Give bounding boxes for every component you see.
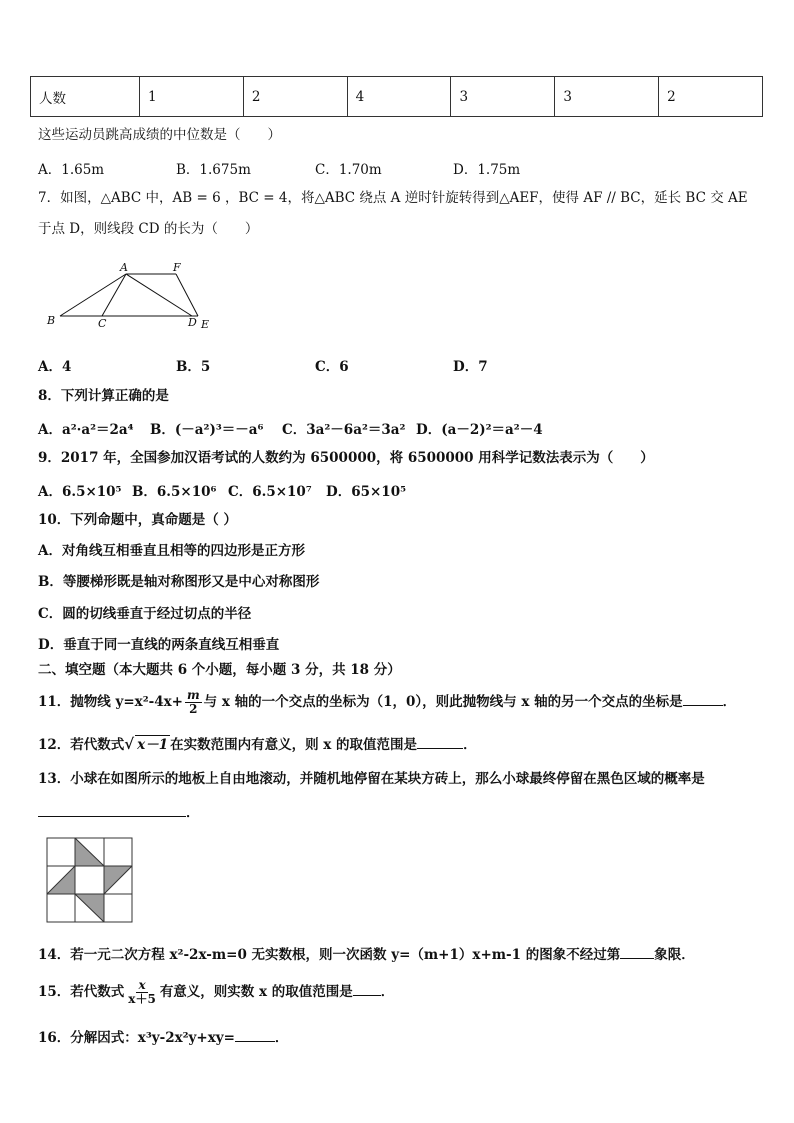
table-cell: 2 <box>243 77 347 117</box>
label-c: C <box>98 317 107 330</box>
option-c: C．6 <box>315 359 349 375</box>
label-a: A <box>120 261 128 274</box>
label-e: E <box>201 318 210 331</box>
table-row <box>31 77 763 117</box>
option-c: C．1.70m <box>315 162 382 178</box>
option-d: D．65×10⁵ <box>326 484 407 500</box>
option-d: D．7 <box>453 359 488 375</box>
option-c: C．3a²－6a²＝3a² <box>282 422 406 438</box>
option-a: A．a²·a²＝2a⁴ <box>38 422 134 438</box>
table-row-label: 人数 <box>31 77 140 117</box>
question-11: 11．抛物线 y=x²-4x+ $\frac{m}{2}$ 与 x 轴的一个交点的坐标为（1，0），则此抛物线与 x 轴的另一个交点的坐标是 ． <box>38 688 737 716</box>
table-cell: 3 <box>451 77 555 117</box>
answer-blank <box>235 1027 275 1042</box>
answer-blank <box>38 802 186 817</box>
question-9-stem: 9．2017 年，全国参加汉语考试的人数约为 6500000，将 6500000 用科学记数法表示为（ ） <box>38 450 654 466</box>
radicand: x－1 <box>137 737 169 753</box>
question-13-line2: ． <box>38 802 200 822</box>
section-heading: 二、填空题（本大题共 6 个小题，每小题 3 分，共 18 分） <box>38 662 401 678</box>
answer-blank <box>353 981 381 996</box>
table-cell: 4 <box>347 77 451 117</box>
fraction-m-over-2: $\frac{m}{2}$ <box>186 688 200 716</box>
question-15: 15．若代数式 $\frac{x}{x+5}$ 有意义，则实数 x 的取值范围是 ． <box>38 978 395 1006</box>
table-cell: 1 <box>140 77 244 117</box>
question-11-pre: 11．抛物线 y=x²-4x+ <box>38 694 183 710</box>
question-10-option-a: A．对角线互相垂直且相等的四边形是正方形 <box>38 543 305 559</box>
label-d: D <box>188 316 197 329</box>
table-cell: 2 <box>659 77 763 117</box>
triangle-rotation-figure <box>40 258 220 338</box>
option-b: B．(－a²)³＝－a⁶ <box>150 422 264 438</box>
question-7-line2: 于点 D，则线段 CD 的长为（ ） <box>38 221 259 237</box>
label-f: F <box>173 261 181 274</box>
question-12: 12．若代数式√ x－1 在实数范围内有意义，则 x 的取值范围是 ． <box>38 735 477 753</box>
question-8-stem: 8．下列计算正确的是 <box>38 388 169 404</box>
option-a: A．1.65m <box>38 162 105 178</box>
table-cell: 3 <box>555 77 659 117</box>
question-10-option-c: C．圆的切线垂直于经过切点的半径 <box>38 606 252 622</box>
tile-floor-figure <box>46 837 134 923</box>
option-d: D．1.75m <box>453 162 521 178</box>
question-13-line1: 13．小球在如图所示的地板上自由地滚动，并随机地停留在某块方砖上，那么小球最终停留在黑色区域的概率是 <box>38 771 705 787</box>
question-7-line1: 7．如图，△ABC 中，AB = 6 ，BC = 4，将△ABC 绕点 A 逆时针旋转得到△AEF，使得 AF // BC，延长 BC 交 AE <box>38 190 748 206</box>
label-b: B <box>47 314 56 327</box>
question-10-stem: 10．下列命题中，真命题是（ ） <box>38 512 237 528</box>
option-a: A．6.5×10⁵ <box>38 484 122 500</box>
fraction-x-over-x-plus-5: $\frac{x}{x+5}$ <box>128 978 156 1006</box>
option-c: C．6.5×10⁷ <box>228 484 312 500</box>
option-a: A．4 <box>38 359 72 375</box>
question-10-option-d: D．垂直于同一直线的两条直线互相垂直 <box>38 637 280 653</box>
question-11-post: 与 x 轴的一个交点的坐标为（1，0），则此抛物线与 x 轴的另一个交点的坐标是 <box>203 694 683 710</box>
answer-blank <box>620 944 654 959</box>
question-6-stem: 这些运动员跳高成绩的中位数是（ ） <box>38 127 281 143</box>
option-b: B．5 <box>176 359 211 375</box>
question-14: 14．若一元二次方程 x²-2x-m=0 无实数根，则一次函数 y=（m+1）x+m-1 的图象不经过第 象限． <box>38 944 695 964</box>
question-16: 16．分解因式：x³y-2x²y+xy= ． <box>38 1027 288 1047</box>
option-d: D．(a－2)²＝a²－4 <box>416 422 543 438</box>
question-10-option-b: B．等腰梯形既是轴对称图形又是中心对称图形 <box>38 574 320 590</box>
answer-blank <box>683 691 723 706</box>
score-table <box>30 76 763 117</box>
option-b: B．6.5×10⁶ <box>132 484 217 500</box>
sqrt-icon: √ <box>124 735 135 753</box>
answer-blank <box>417 734 463 749</box>
option-b: B．1.675m <box>176 162 251 178</box>
